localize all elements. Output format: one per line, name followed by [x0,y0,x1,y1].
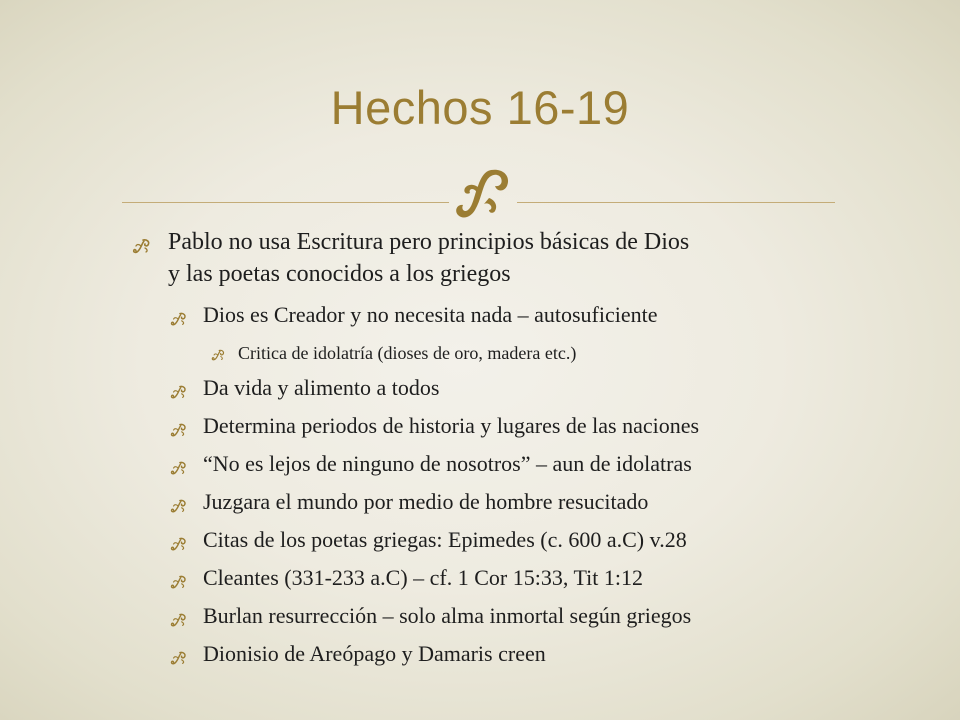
scroll-ornament-icon [211,348,226,362]
bullet-text-line: y las poetas conocidos a los griegos [168,261,511,287]
bullet-text: Critica de idolatría (dioses de oro, madera etc.) [238,343,577,363]
bullet-text: Citas de los poetas griegas: Epimedes (c. 600 a.C) v.28 [203,527,687,552]
bullet-text: Determina periodos de historia y lugares de las naciones [203,413,700,438]
bullet-text: Juzgara el mundo por medio de hombre resucitado [203,489,649,514]
scroll-ornament-icon [170,650,188,666]
bullet-text [168,226,689,290]
bullet-text: Dios es Creador y no necesita nada – autosuficiente [203,302,658,327]
bullet-text: Dionisio de Areópago y Damaris creen [203,641,546,666]
scroll-ornament-icon [170,498,188,514]
bullet-text-line: Pablo no usa Escritura pero principios básicas de Dios [168,229,690,255]
bullet-text: Burlan resurrección – solo alma inmortal según griegos [203,603,692,628]
scroll-ornament-icon [132,237,152,255]
scroll-ornament-icon [170,384,188,400]
bullet-text: “No es lejos de ninguno de nosotros” – aun de idolatras [203,451,692,476]
slide-title: Hechos 16-19 [330,81,630,134]
scroll-ornament-icon [170,311,188,327]
scroll-ornament-icon [170,460,188,476]
scroll-ornament-icon [170,422,188,438]
bullet-text: Cleantes (331-233 a.C) – cf. 1 Cor 15:33, Tit 1:12 [203,565,643,590]
scroll-ornament-icon [170,574,188,590]
bullet-text: Da vida y alimento a todos [203,375,440,400]
scroll-ornament-icon [170,536,188,552]
scroll-ornament-icon [170,612,188,628]
